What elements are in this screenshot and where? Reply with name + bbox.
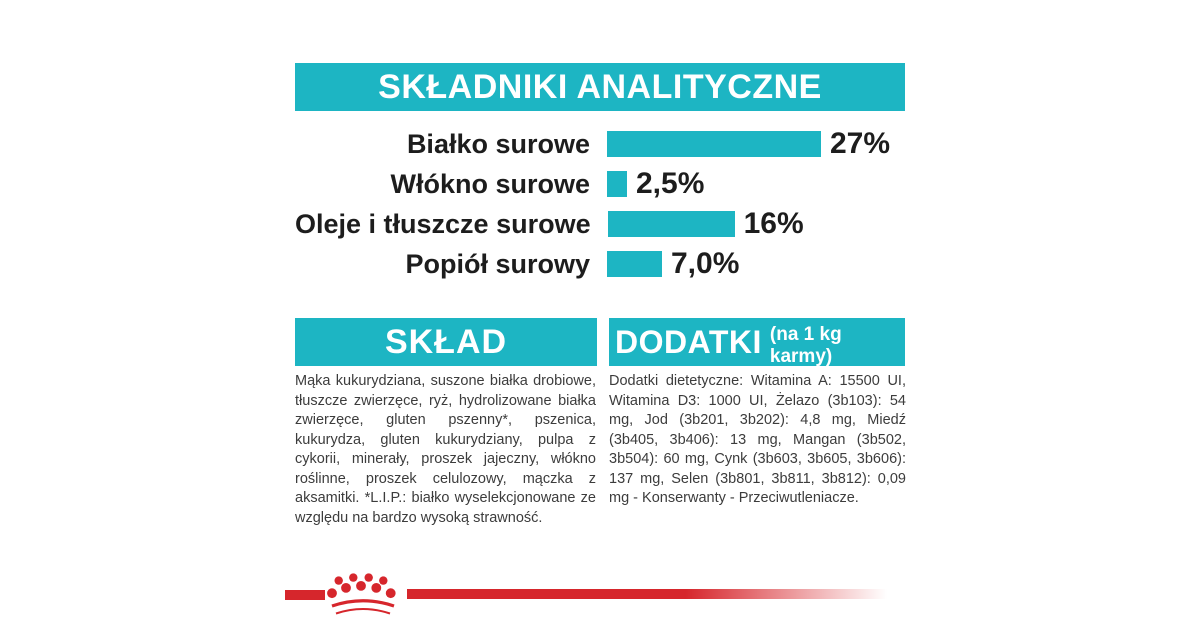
chart-row [295,164,935,204]
chart-bar [607,131,821,157]
chart-row-label: Włókno surowe [390,168,590,199]
chart-row-label: Popiół surowy [405,248,590,279]
analytical-constituents-header: SKŁADNIKI ANALITYCZNE [295,63,905,111]
additives-title: DODATKI [615,323,762,360]
composition-body: Mąka kukurydziana, suszone białka drobiowe, tłuszcze zwierzęce, ryż, hydrolizowane białka zwierzęce, gluten pszenny*, pszenica, kukurydza, gluten kukurydziany, pulpa z cykorii, minerały, proszek jajeczny, włókno roślinne, proszek celulozowy, mączka z aksamitki. *L.I.P.: białko wyselekcjonowane ze względu na bardzo wysoką strawność. [295,373,596,526]
chart-row-value: 7,0% [671,247,740,280]
chart-row [295,204,935,244]
chart-bar [607,171,627,197]
brand-rule-left [285,590,325,600]
brand-rule-right [407,589,887,599]
composition-header: SKŁAD [295,318,597,366]
chart-row-value: 2,5% [636,167,705,200]
additives-body: Dodatki dietetyczne: Witamina A: 15500 UI, Witamina D3: 1000 UI, Żelazo (3b103): 54 mg, Jod (3b201, 3b202): 4,8 mg, Miedź (3b405, 3b406): 13 mg, Mangan (3b502, 3b504): 60 mg, Cynk (3b603, 3b605, 3b606): 137 mg, Selen (3b801, 3b811, 3b812): 0,09 mg - Konserwanty - Przeciwutleniacze. [609,373,906,506]
chart-row [295,124,935,164]
chart-row-value: 16% [743,207,804,240]
chart-row-label: Oleje i tłuszcze surowe [295,208,591,239]
chart-bar [608,211,735,237]
additives-subtitle: (na 1 kg karmy) [769,324,842,367]
chart-bar [607,251,662,277]
additives-header [609,318,905,366]
royal-canin-crown-icon [330,574,396,616]
chart-row-label: Białko surowe [406,128,590,159]
chart-row [295,244,935,284]
chart-row-value: 27% [830,127,891,160]
analytical-chart [295,124,935,284]
